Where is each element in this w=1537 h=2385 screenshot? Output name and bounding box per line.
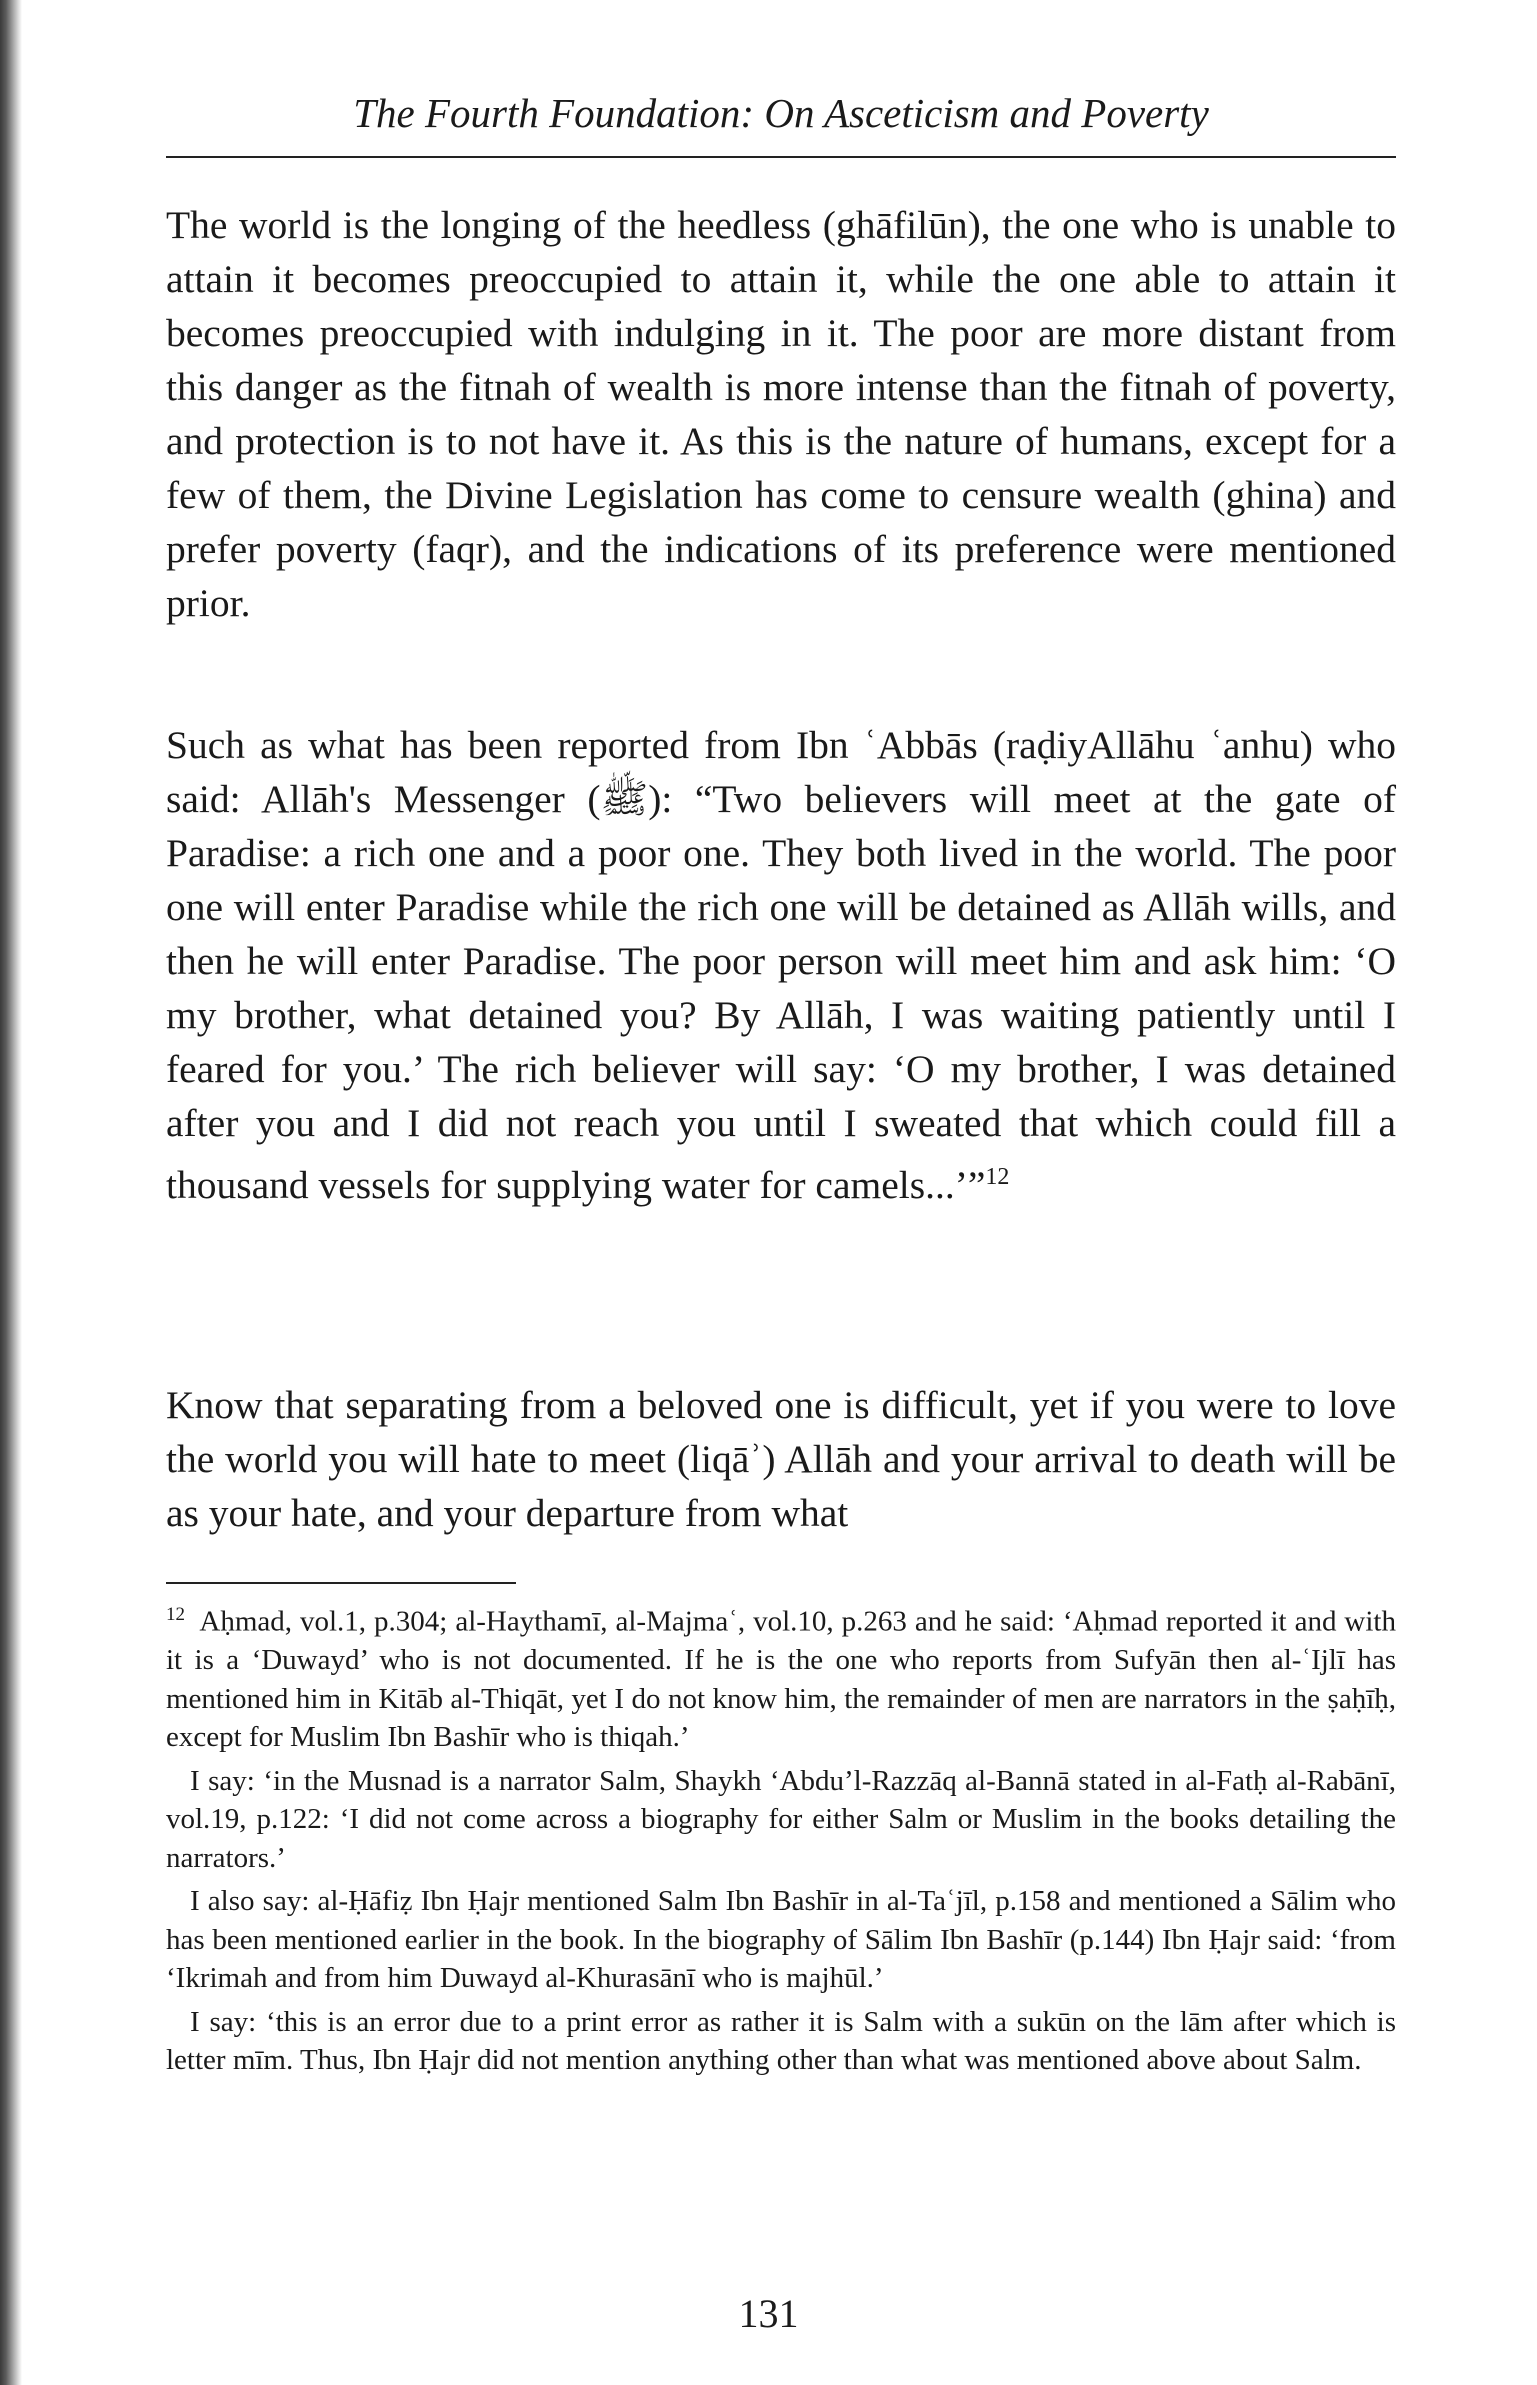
header-rule xyxy=(166,156,1396,158)
body-paragraph-1: The world is the longing of the heedless (ghāfilūn), the one who is unable to attain it becomes preoccupied to attain it, while the one able to attain it becomes preoccupied with indulging in it. The poor are more distant from this danger as the fitnah of wealth is more intense than the fitnah of poverty, and protection is to not have it. As this is the nature of humans, except for a few of them, the Divine Legislation has come to censure wealth (ghina) and prefer poverty (faqr), and the indications of its preference were mentioned prior. xyxy=(166,203,1396,625)
binding-edge-shadow xyxy=(0,0,22,2385)
page-number: 131 xyxy=(738,2291,799,2336)
footnote-separator xyxy=(166,1582,516,1584)
footnote-comment-1: I say: ‘in the Musnad is a narrator Salm, Shaykh ‘Abdu’l-Razzāq al-Bannā stated in al-Fatḥ al-Rabānī, vol.19, p.122: ‘I did not come across a biography for either Salm or Muslim in the books detailing the narrators.’ xyxy=(166,1764,1396,1874)
body-paragraph-2 xyxy=(166,718,1396,1212)
footnote-comment-3: I say: ‘this is an error due to a print error as rather it is Salm with a sukūn on the lām after which is letter mīm. Thus, Ibn Ḥajr did not mention anything other than what was mentioned above about Salm. xyxy=(166,2005,1396,2077)
footnote-12-text: Aḥmad, vol.1, p.304; al-Haythamī, al-Majmaʿ, vol.10, p.263 and he said: ‘Aḥmad reported it and with it is a ‘Duwayd’ who is not documented. If he is the one who reports from Sufyān then al-ʿIjlī has mentioned him in Kitāb al-Thiqāt, yet I do not know him, the remainder of men are narrators in the ṣaḥīḥ, except for Muslim Ibn Bashīr who is thiqah.’ xyxy=(166,1605,1396,1754)
running-header: The Fourth Foundation: On Asceticism and Poverty xyxy=(353,90,1209,136)
body-paragraph-3: Know that separating from a beloved one is difficult, yet if you were to love the world you will hate to meet (liqāʾ) Allāh and your arrival to death will be as your hate, and your departure from what xyxy=(166,1383,1396,1535)
footnote-12 xyxy=(166,1596,1396,1757)
footnotes xyxy=(166,1596,1396,2085)
body-paragraph-2-text: Such as what has been reported from Ibn ʿAbbās (raḍiyAllāhu ʿanhu) who said: Allāh's Messenger (ﷺ): “Two believers will meet at the gate of Paradise: a rich one and a poor one. They both lived in the world. The poor one will enter Paradise while the rich one will be detained as Allāh wills, and then he will enter Paradise. The poor person will meet him and ask him: ‘O my brother, what detained you? By Allāh, I was waiting patiently until I feared for you.’ The rich believer will say: ‘O my brother, I was detained after you and I did not reach you until I sweated that which could fill a thousand vessels for supplying water for camels...’” xyxy=(166,723,1397,1208)
footnote-number: 12 xyxy=(166,1604,185,1625)
footnote-reference[interactable]: 12 xyxy=(985,1164,1010,1190)
footnote-comment-2: I also say: al-Ḥāfiẓ Ibn Ḥajr mentioned Salm Ibn Bashīr in al-Taʿjīl, p.158 and mentioned a Sālim who has been mentioned earlier in the book. In the biography of Sālim Ibn Bashīr (p.144) Ibn Ḥajr said: ‘from ‘Ikrimah and from him Duwayd al-Khurasānī who is majhūl.’ xyxy=(166,1885,1396,1995)
